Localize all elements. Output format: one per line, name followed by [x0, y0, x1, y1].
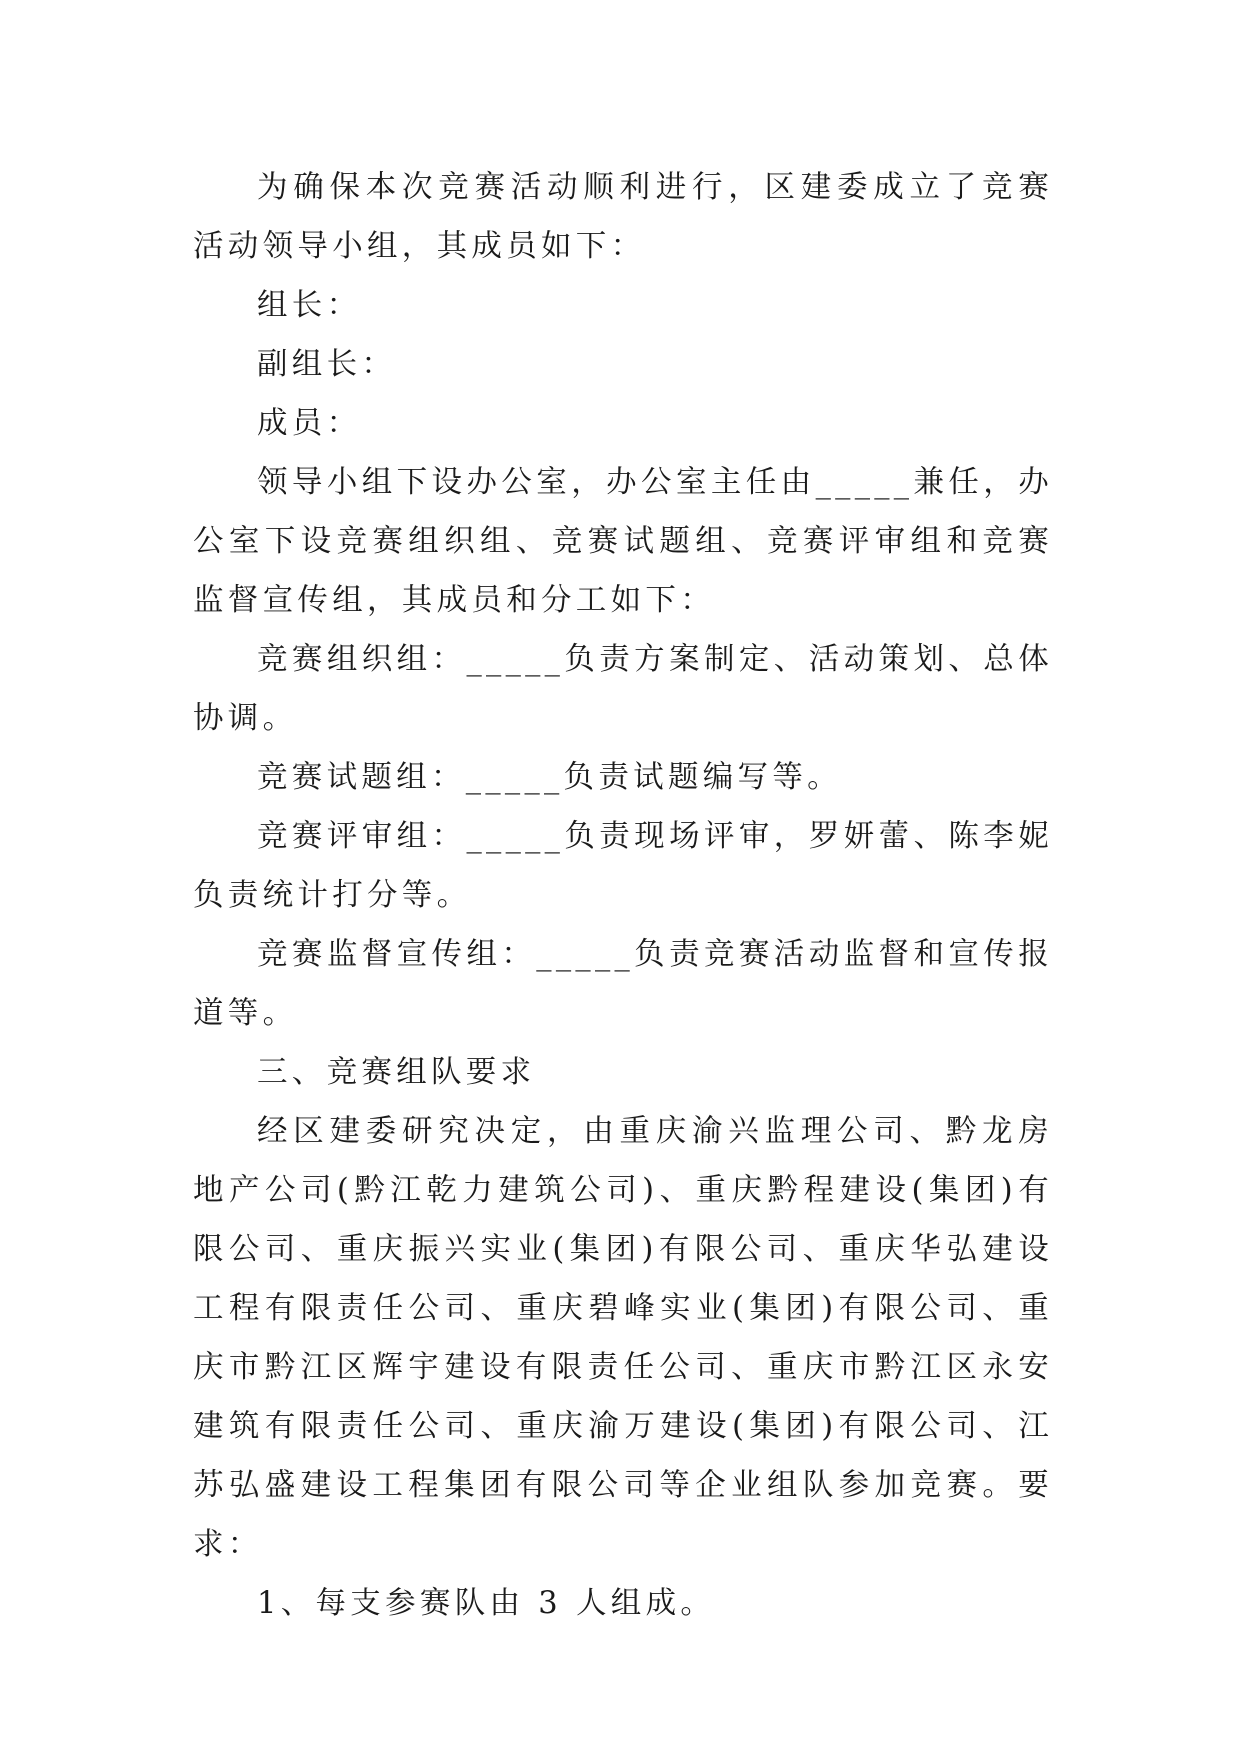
- document-body: [193, 158, 1053, 1633]
- paragraph-participating-companies: 经区建委研究决定，由重庆渝兴监理公司、黔龙房地产公司(黔江乾力建筑公司)、重庆黔程建设(集团)有限公司、重庆振兴实业(集团)有限公司、重庆华弘建设工程有限责任公司、重庆碧峰实业(集团)有限公司、重庆市黔江区辉宇建设有限责任公司、重庆市黔江区永安建筑有限责任公司、重庆渝万建设(集团)有限公司、江苏弘盛建设工程集团有限公司等企业组队参加竞赛。要求：: [193, 1114, 1053, 1562]
- paragraph-requirement-1: 1、每支参赛队由 3 人组成。: [257, 1586, 716, 1621]
- paragraph-deputy-leader: 副组长：: [257, 347, 397, 382]
- paragraph-organizing-group: 竞赛组织组：_____负责方案制定、活动策划、总体协调。: [193, 642, 1053, 736]
- paragraph-judging-group: 竞赛评审组：_____负责现场评审，罗妍蕾、陈李妮负责统计打分等。: [193, 819, 1053, 913]
- paragraph-group-leader: 组长：: [257, 288, 362, 323]
- paragraph-supervision-group: 竞赛监督宣传组：_____负责竞赛活动监督和宣传报道等。: [193, 937, 1053, 1031]
- paragraph-leadership-group-intro: 为确保本次竞赛活动顺利进行，区建委成立了竞赛活动领导小组，其成员如下：: [193, 170, 1053, 264]
- paragraph-exam-group: 竞赛试题组：_____负责试题编写等。: [257, 760, 842, 795]
- paragraph-office-setup: 领导小组下设办公室，办公室主任由_____兼任，办公室下设竞赛组织组、竞赛试题组、竞赛评审组和竞赛监督宣传组，其成员和分工如下：: [193, 465, 1053, 618]
- paragraph-members: 成员：: [257, 406, 362, 441]
- section-heading-team-requirements: 三、竞赛组队要求: [257, 1055, 536, 1090]
